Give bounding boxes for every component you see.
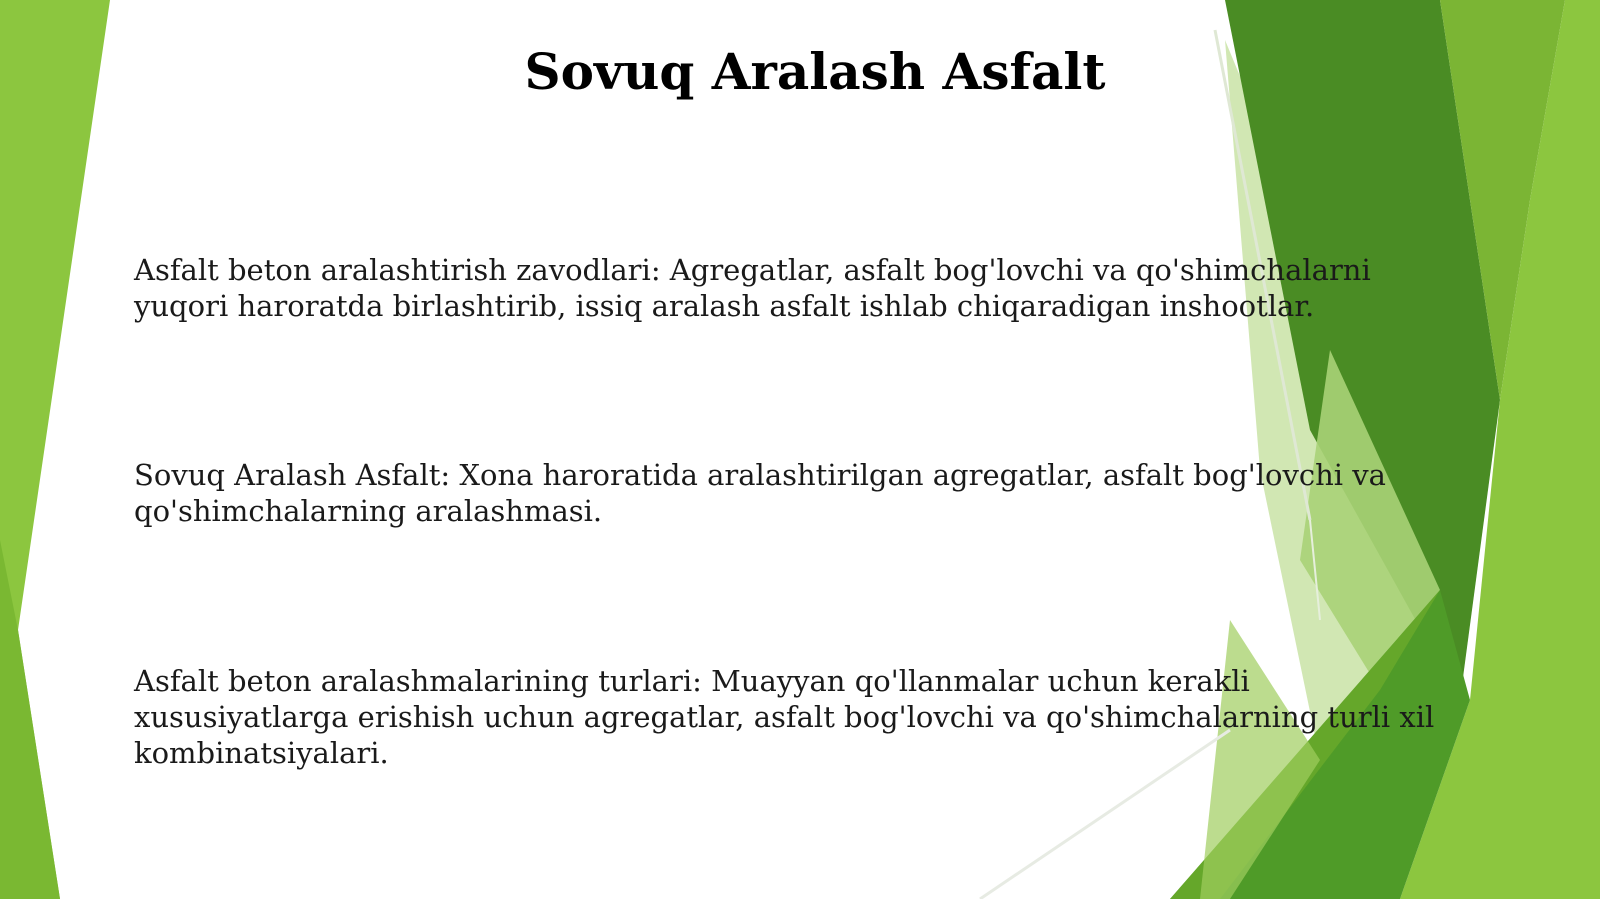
- paragraph-mix-types: Asfalt beton aralashmalarining turlari: Muayyan qo'llanmalar uchun kerakli xususiyatlarga erishish uchun agregatlar, asfalt bog'lovchi va qo'shimchalarning turli xil kombinatsiyalari.: [134, 664, 1435, 770]
- slide-title: Sovuq Aralash Asfalt: [524, 42, 1106, 101]
- paragraph-cold-mix: Sovuq Aralash Asfalt: Xona haroratida aralashtirilgan agregatlar, asfalt bog'lovchi va qo'shimchalarning aralashmasi.: [134, 458, 1386, 528]
- left-green-shade: [0, 540, 60, 899]
- paragraph-asphalt-plants: Asfalt beton aralashtirish zavodlari: Agregatlar, asfalt bog'lovchi va qo'shimchalarni yuqori haroratda birlashtirib, issiq aralash asfalt ishlab chiqaradigan inshootlar.: [134, 253, 1371, 323]
